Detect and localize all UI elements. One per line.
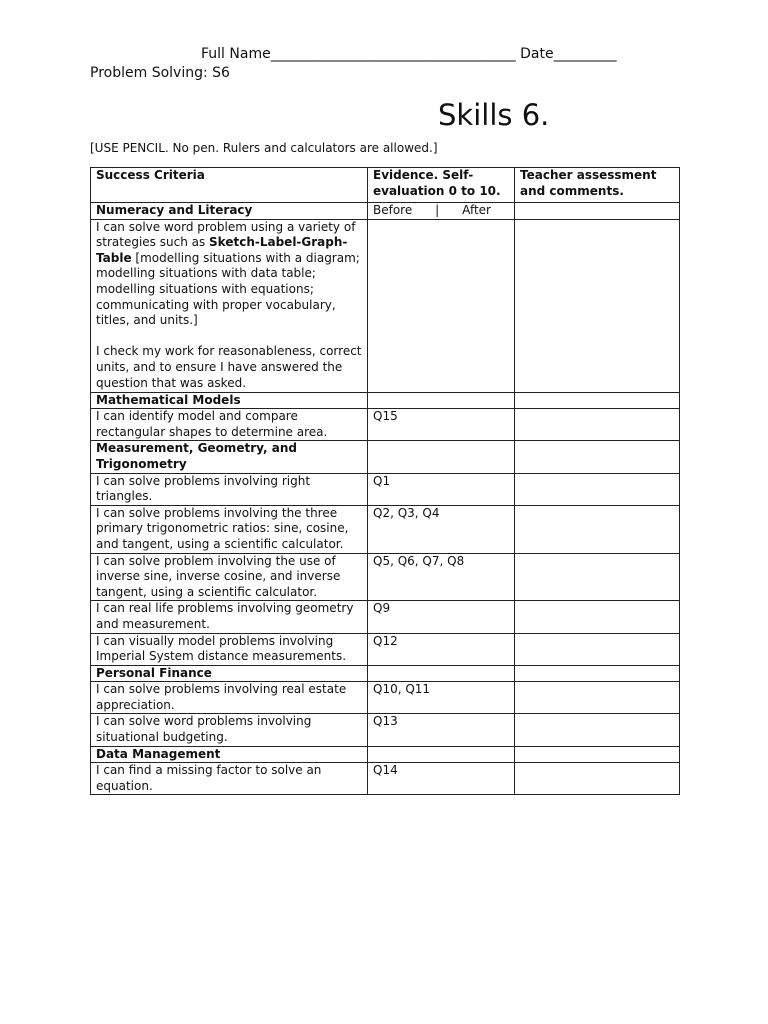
teacher-cell[interactable] <box>515 714 680 746</box>
criterion-cell: I can real life problems involving geometry and measurement. <box>91 601 368 633</box>
teacher-cell[interactable] <box>515 763 680 795</box>
column-header-evidence: Evidence. Self-evaluation 0 to 10. <box>368 168 515 203</box>
teacher-cell[interactable] <box>515 392 680 409</box>
teacher-cell[interactable] <box>515 633 680 665</box>
course-subtitle: Problem Solving: S6 <box>90 65 230 81</box>
page-title: Skills 6. <box>438 98 550 132</box>
section-row-models <box>91 392 680 409</box>
evidence-cell: Q10, Q11 <box>368 682 515 714</box>
evidence-cell[interactable] <box>368 665 515 682</box>
evidence-cell: Q15 <box>368 409 515 441</box>
column-header-criteria: Success Criteria <box>91 168 368 203</box>
teacher-cell[interactable] <box>515 219 680 392</box>
table-row <box>91 714 680 746</box>
table-row <box>91 219 680 392</box>
teacher-cell[interactable] <box>515 473 680 505</box>
separator: | <box>435 203 440 217</box>
criterion-cell: I can visually model problems involving Imperial System distance measurements. <box>91 633 368 665</box>
table-row <box>91 473 680 505</box>
teacher-cell[interactable] <box>515 553 680 601</box>
criterion-cell: I can solve word problems involving situational budgeting. <box>91 714 368 746</box>
full-name-label: Full Name <box>201 46 271 62</box>
evidence-cell[interactable] <box>368 441 515 473</box>
section-title: Numeracy and Literacy <box>91 203 368 220</box>
table-row <box>91 505 680 553</box>
full-name-blank[interactable]: ___________________________________ <box>270 46 516 62</box>
section-title: Personal Finance <box>91 665 368 682</box>
evidence-cell: Q14 <box>368 763 515 795</box>
table-row <box>91 763 680 795</box>
after-label: After <box>462 203 491 217</box>
evidence-cell: Q9 <box>368 601 515 633</box>
section-title: Measurement, Geometry, and Trigonometry <box>91 441 368 473</box>
evidence-cell[interactable] <box>368 392 515 409</box>
teacher-cell[interactable] <box>515 682 680 714</box>
evidence-cell[interactable] <box>368 219 515 392</box>
date-label: Date <box>520 46 554 62</box>
criterion-cell: I can identify model and compare rectangular shapes to determine area. <box>91 409 368 441</box>
section-row-numeracy <box>91 203 680 220</box>
criterion-cell: I can find a missing factor to solve an equation. <box>91 763 368 795</box>
table-header-row <box>91 168 680 203</box>
table-row <box>91 601 680 633</box>
table-row <box>91 553 680 601</box>
evidence-cell: Q13 <box>368 714 515 746</box>
teacher-cell[interactable] <box>515 601 680 633</box>
teacher-cell[interactable] <box>515 505 680 553</box>
section-title: Data Management <box>91 746 368 763</box>
section-row-finance <box>91 665 680 682</box>
table-row <box>91 409 680 441</box>
teacher-cell[interactable] <box>515 409 680 441</box>
column-header-teacher: Teacher assessment and comments. <box>515 168 680 203</box>
instructions: [USE PENCIL. No pen. Rulers and calculators are allowed.] <box>90 141 438 155</box>
criterion-cell: I can solve problems involving real estate appreciation. <box>91 682 368 714</box>
section-row-data-management <box>91 746 680 763</box>
criterion-check-text: I check my work for reasonableness, correct units, and to ensure I have answered the question that was asked. <box>96 344 362 390</box>
date-blank[interactable]: _________ <box>553 46 617 62</box>
section-title: Mathematical Models <box>91 392 368 409</box>
teacher-cell[interactable] <box>515 203 680 220</box>
name-date-line <box>201 46 617 62</box>
evidence-cell: Q12 <box>368 633 515 665</box>
criterion-cell: I can solve problems involving the three primary trigonometric ratios: sine, cosine, and tangent, using a scientific calculator. <box>91 505 368 553</box>
before-label: Before <box>373 203 413 217</box>
before-after-cell <box>368 203 515 220</box>
criterion-cell: I can solve word problem using a variety of strategies such as Sketch-Label-Graph-Table [modelling situations with a diagram; modelling situations with data table; modelling situations with equations; communicating with proper vocabulary, titles, and units.] I check my work for reasonableness, correct units, and to ensure I have answered the question that was asked. <box>91 219 368 392</box>
evidence-cell[interactable] <box>368 746 515 763</box>
table-row <box>91 682 680 714</box>
table-row <box>91 633 680 665</box>
evidence-cell: Q1 <box>368 473 515 505</box>
success-criteria-table <box>90 167 680 795</box>
criterion-cell: I can solve problem involving the use of inverse sine, inverse cosine, and inverse tangent, using a scientific calculator. <box>91 553 368 601</box>
teacher-cell[interactable] <box>515 665 680 682</box>
teacher-cell[interactable] <box>515 746 680 763</box>
section-row-geometry <box>91 441 680 473</box>
teacher-cell[interactable] <box>515 441 680 473</box>
criterion-cell: I can solve problems involving right triangles. <box>91 473 368 505</box>
evidence-cell: Q2, Q3, Q4 <box>368 505 515 553</box>
evidence-cell: Q5, Q6, Q7, Q8 <box>368 553 515 601</box>
